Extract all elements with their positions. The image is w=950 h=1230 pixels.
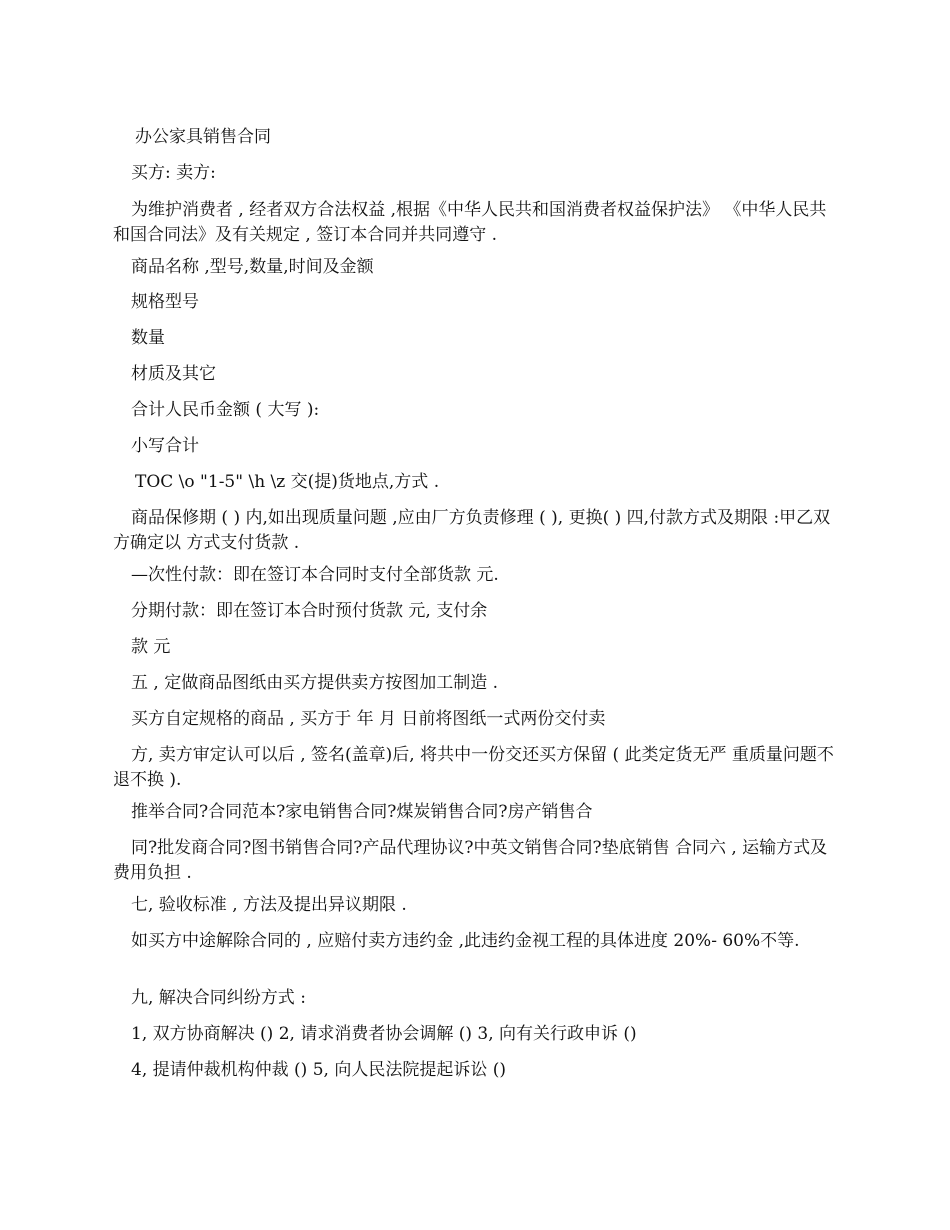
- remaining-payment-line: 款 元: [131, 637, 171, 657]
- delivery-location-line: TOC \o "1-5" \h \z 交(提)货地点,方式 .: [135, 472, 440, 492]
- total-lowercase-label: 小写合计: [131, 436, 199, 456]
- warranty-paragraph: 商品保修期 ( ) 内,如出现质量问题 ,应由厂方负责修理 ( ), 更换( ) 四,付款方式及期限 :甲乙双方确定以 方式支付货款 .: [113, 508, 831, 553]
- total-uppercase-label: 合计人民币金额 ( 大写 ):: [131, 400, 320, 420]
- section-nine-line: 九, 解决合同纠纷方式 :: [131, 988, 306, 1008]
- lump-sum-payment-line: —次性付款：即在签订本合同时支付全部货款 元.: [131, 565, 499, 585]
- spec-model-label: 规格型号: [131, 292, 199, 312]
- parties-line: 买方: 卖方:: [131, 163, 216, 183]
- seller-approval-paragraph: 方, 卖方审定认可以后 , 签名(盖章)后, 将共中一份交还买方保留 ( 此类定货无严 重质量问题不退不换 ).: [113, 745, 834, 790]
- installment-payment-line: 分期付款：即在签订本合时预付货款 元, 支付余: [131, 601, 488, 621]
- custom-spec-line: 买方自定规格的商品 , 买方于 年 月 日前将图纸一式两份交付卖: [131, 709, 606, 729]
- document-title: 办公家具销售合同: [135, 127, 271, 147]
- section-six-paragraph: 同?批发商合同?图书销售合同?产品代理协议?中英文销售合同?垫底销售 合同六 , 运输方式及费用负担 .: [113, 838, 828, 883]
- material-label: 材质及其它: [131, 364, 216, 384]
- preamble-paragraph: 为维护消费者 , 经者双方合法权益 ,根据《中华人民共和国消费者权益保护法》 《中华人民共和国合同法》及有关规定 , 签订本合同并共同遵守 .: [113, 200, 827, 245]
- section-seven-line: 七, 验收标准 , 方法及提出异议期限 .: [131, 895, 407, 915]
- product-info-heading: 商品名称 ,型号,数量,时间及金额: [131, 257, 374, 277]
- dispute-options-line-1: 1, 双方协商解决 () 2, 请求消费者协会调解 () 3, 向有关行政申诉 (): [131, 1024, 637, 1044]
- section-five-line: 五 , 定做商品图纸由买方提供卖方按图加工制造 .: [131, 673, 499, 693]
- quantity-label: 数量: [131, 328, 165, 348]
- dispute-options-line-2: 4, 提请仲裁机构仲裁 () 5, 向人民法院提起诉讼 (): [131, 1060, 506, 1080]
- penalty-paragraph: 如买方中途解除合同的 , 应赔付卖方违约金 ,此违约金视工程的具体进度 20%- 60%不等.: [131, 931, 800, 951]
- recommended-contracts-line: 推举合同?合同范本?家电销售合同?煤炭销售合同?房产销售合: [131, 802, 593, 822]
